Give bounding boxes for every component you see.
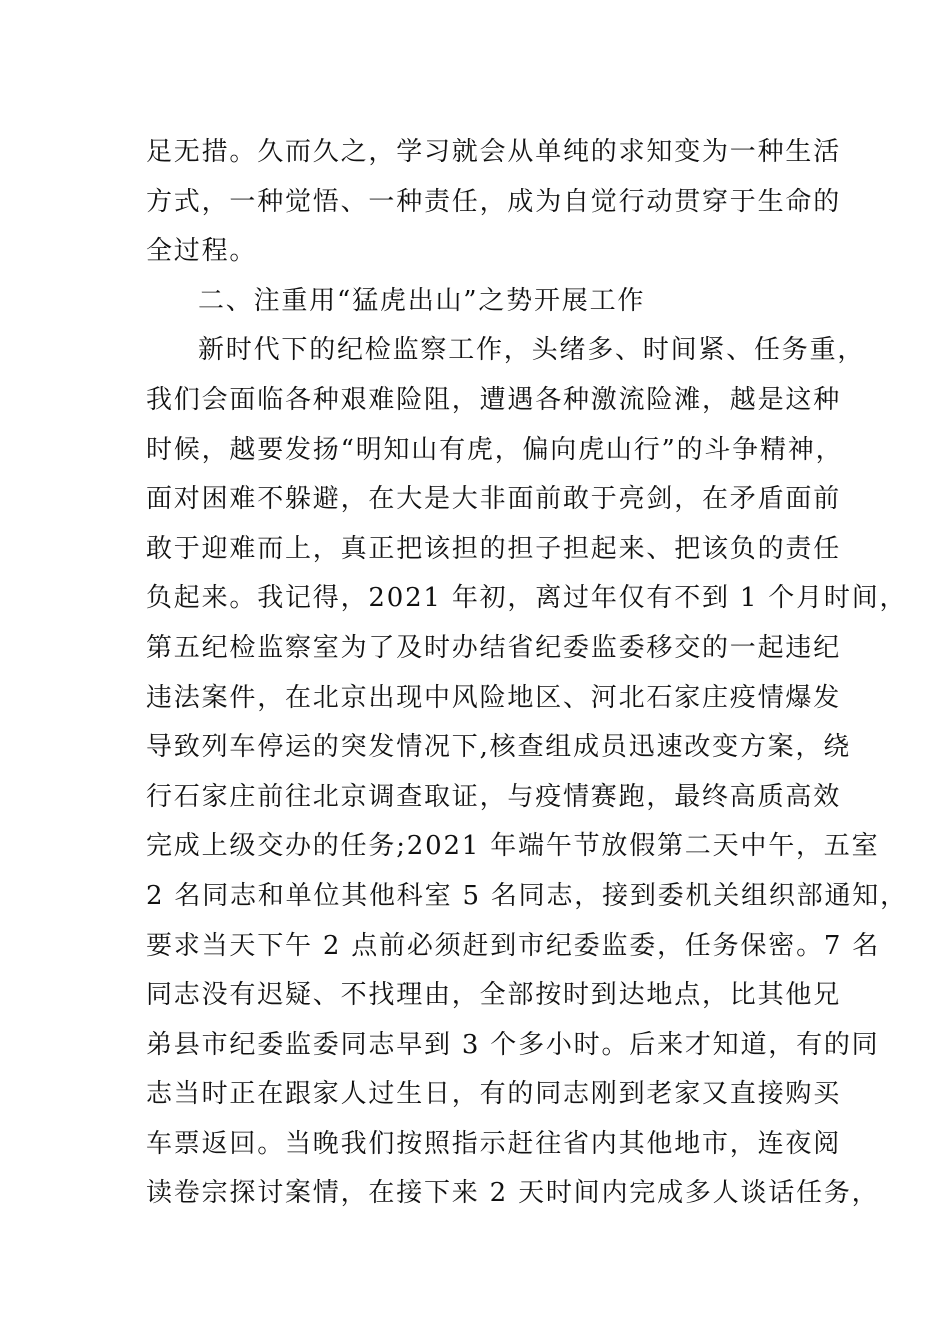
text-line: 第五纪检监察室为了及时办结省纪委监委移交的一起违纪 <box>146 632 842 663</box>
text-line: 行石家庄前往北京调查取证，与疫情赛跑，最终高质高效 <box>146 781 842 812</box>
text-line: 全过程。 <box>146 236 258 267</box>
text-line: 读卷宗探讨案情，在接下来 2 天时间内完成多人谈话任务， <box>146 1178 880 1209</box>
text-line: 完成上级交办的任务;2021 年端午节放假第二天中午，五室 <box>146 831 880 862</box>
text-line: 2 名同志和单位其他科室 5 名同志，接到委机关组织部通知， <box>146 880 908 911</box>
text-line: 敢于迎难而上，真正把该担的担子担起来、把该负的责任 <box>146 533 842 564</box>
text-line: 要求当天下午 2 点前必须赶到市纪委监委，任务保密。7 名 <box>146 930 881 961</box>
text-line: 弟县市纪委监委同志早到 3 个多小时。后来才知道，有的同 <box>146 1029 880 1060</box>
text-line: 面对困难不躲避，在大是大非面前敢于亮剑，在矛盾面前 <box>146 484 842 515</box>
text-line: 时候，越要发扬“明知山有虎，偏向虎山行”的斗争精神， <box>146 434 844 465</box>
text-line: 志当时正在跟家人过生日，有的同志刚到老家又直接购买 <box>146 1079 842 1110</box>
text-line: 违法案件，在北京出现中风险地区、河北石家庄疫情爆发 <box>146 682 842 713</box>
section-heading: 二、注重用“猛虎出山”之势开展工作 <box>198 285 646 316</box>
text-line: 方式，一种觉悟、一种责任，成为自觉行动贯穿于生命的 <box>146 186 842 217</box>
text-line: 车票返回。当晚我们按照指示赶往省内其他地市，连夜阅 <box>146 1128 842 1159</box>
text-line: 同志没有迟疑、不找理由，全部按时到达地点，比其他兄 <box>146 980 842 1011</box>
text-line: 足无措。久而久之，学习就会从单纯的求知变为一种生活 <box>146 137 842 167</box>
text-line: 我们会面临各种艰难险阻，遭遇各种激流险滩，越是这种 <box>146 384 842 415</box>
body-text <box>146 128 908 1219</box>
text-line: 新时代下的纪检监察工作，头绪多、时间紧、任务重， <box>198 335 866 366</box>
text-line: 导致列车停运的突发情况下,核查组成员迅速改变方案，绕 <box>146 732 852 763</box>
text-line: 负起来。我记得，2021 年初，离过年仅有不到 1 个月时间， <box>146 583 908 614</box>
